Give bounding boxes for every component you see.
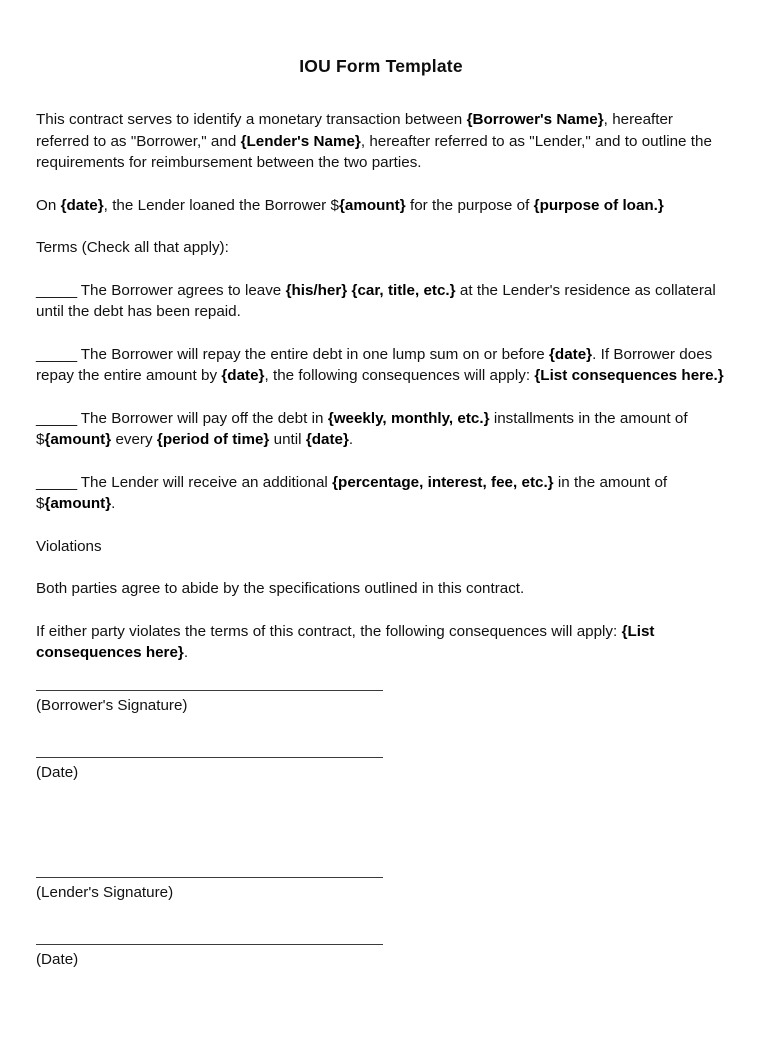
placeholder-token: {date} [221,367,265,384]
text-run: On [36,196,61,214]
signature-group-borrower-date [36,757,726,784]
placeholder-token: {amount} [44,431,112,448]
text-run: in the amount of $ [36,473,668,512]
paragraph-intro [36,77,726,174]
text-run: every [111,431,157,448]
text-run: until [269,431,306,448]
text-run: . [348,431,354,448]
text-run: Terms (Check all that apply): [36,239,229,256]
text-run: . If Borrower does repay the entire amount by [36,345,713,384]
checkbox-blank: _____ [36,281,77,299]
text-run: , hereafter referred to as "Borrower," and [36,111,673,150]
paragraph-violation-consequences [36,600,726,664]
placeholder-token: {Lender's Name} [240,132,361,150]
text-run: . [183,644,189,661]
signature-caption-borrower-signature: (Borrower's Signature) [36,696,188,714]
signature-caption-lender-date: (Date) [36,951,79,968]
text-run: The Borrower will pay off the debt in [76,409,328,427]
signature-group-lender-date [36,944,726,971]
document-body [36,77,726,664]
text-run: The Borrower agrees to leave [76,281,286,299]
paragraph-terms-heading [36,216,726,259]
signature-caption-borrower-date: (Date) [36,764,79,781]
text-run: The Lender will receive an additional [76,473,333,491]
text-run: . [111,495,116,512]
text-run: , the Lender loaned the Borrower $ [103,196,339,214]
placeholder-token: {car, title, etc.} [351,281,456,299]
text-run: If either party violates the terms of this contract, the following consequences will apply: [36,622,622,640]
document-content [36,0,726,971]
paragraph-term-lump-sum [36,323,726,387]
placeholder-token: {his/her} [285,281,348,299]
placeholder-token: {purpose of loan.} [533,196,664,214]
checkbox-blank: _____ [36,409,77,427]
text-run: Violations [36,537,102,555]
paragraph-term-additional [36,451,726,515]
placeholder-token: {amount} [44,495,112,512]
text-run: for the purpose of [405,196,534,214]
page-title: IOU Form Template [299,56,463,76]
paragraph-term-installments [36,387,726,451]
placeholder-token: {period of time} [156,431,270,448]
placeholder-token: {date} [549,345,593,363]
signature-group-borrower-signature [36,690,726,717]
paragraph-violations-heading [36,515,726,558]
placeholder-token: {date} [60,196,104,214]
placeholder-token: {percentage, interest, fee, etc.} [332,473,554,491]
placeholder-token: {weekly, monthly, etc.} [327,409,490,427]
text-run: This contract serves to identify a monetary transaction between [36,111,467,128]
placeholder-token: {amount} [338,196,406,214]
checkbox-blank: _____ [36,473,77,491]
placeholder-token: {date} [305,431,349,448]
text-run: at the Lender's residence as collateral until the debt has been repaid. [36,281,716,320]
paragraph-abide [36,557,726,600]
placeholder-token: {List consequences here.} [534,367,724,384]
placeholder-token: {Borrower's Name} [466,111,604,128]
signature-spacer [36,716,726,757]
signature-spacer [36,903,726,944]
paragraph-loan-statement [36,174,726,217]
text-run: The Borrower will repay the entire debt in one lump sum on or before [76,345,550,363]
signature-spacer [36,784,726,877]
text-run: Both parties agree to abide by the specifications outlined in this contract. [36,580,525,597]
paragraph-term-collateral [36,259,726,323]
signature-caption-lender-signature: (Lender's Signature) [36,883,174,901]
checkbox-blank: _____ [36,345,77,363]
text-run: , hereafter referred to as "Lender," and to outline the requirements for reimbursement between the two parties. [36,132,712,171]
signature-block [36,664,726,971]
text-run: , the following consequences will apply: [264,367,535,384]
signature-group-lender-signature [36,877,726,904]
text-run: installments in the amount of $ [36,409,688,448]
placeholder-token: {List consequences here} [36,622,655,661]
